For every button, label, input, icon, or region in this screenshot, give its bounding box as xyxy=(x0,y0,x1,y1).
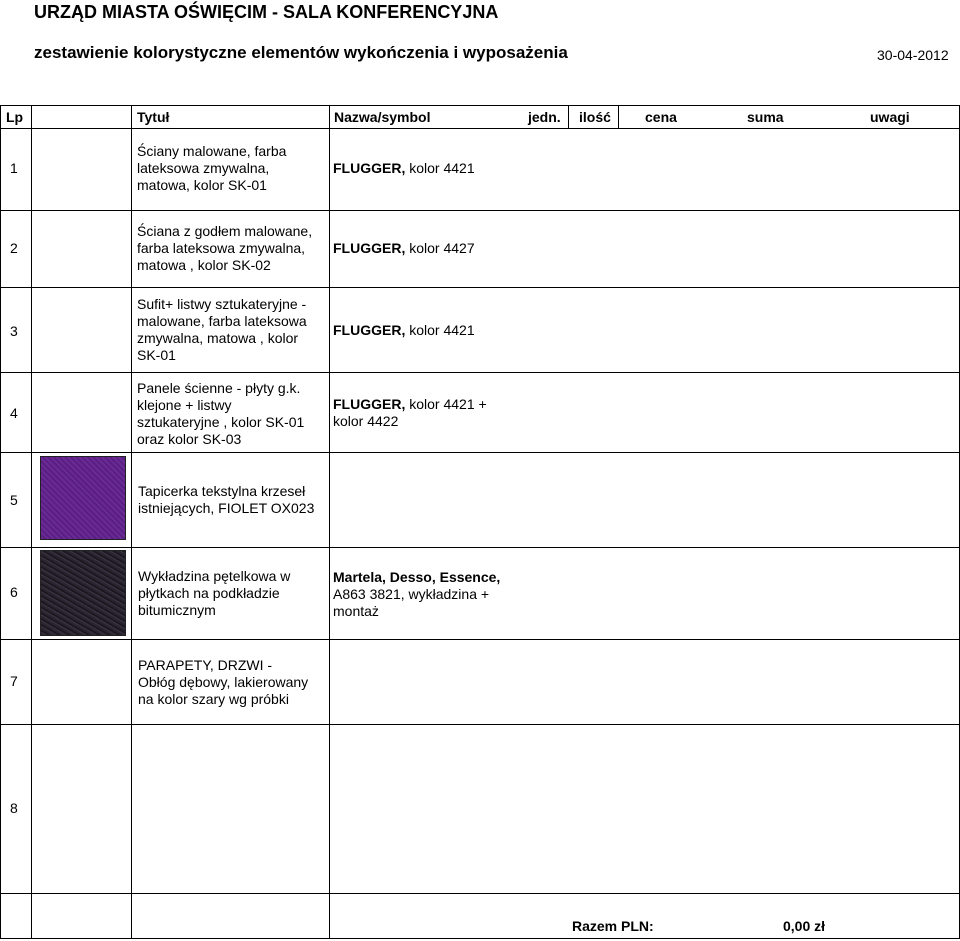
row-number: 4 xyxy=(10,405,18,421)
title-line: Obłóg dębowy, lakierowany xyxy=(138,674,309,690)
row-number: 2 xyxy=(10,240,18,256)
row-title xyxy=(137,223,312,274)
carpet-swatch-image xyxy=(40,550,126,636)
row-title xyxy=(138,483,314,517)
title-line: płytkach na podkładzie xyxy=(138,585,280,601)
row-divider xyxy=(0,452,960,453)
title-line: oraz kolor SK-03 xyxy=(137,431,242,447)
row-title xyxy=(137,296,307,364)
brand-name: Martela, Desso, Essence, xyxy=(333,569,501,585)
row-name-symbol xyxy=(333,322,475,339)
product-code: A863 3821, wykładzina + xyxy=(333,586,490,602)
row-divider xyxy=(0,724,960,725)
title-line: Sufit+ listwy sztukateryjne - xyxy=(137,296,307,312)
title-line: bitumicznym xyxy=(138,602,216,618)
title-line: SK-01 xyxy=(137,347,176,363)
row-number: 6 xyxy=(10,584,18,600)
title-line: farba lateksowa zmywalna, xyxy=(137,240,306,256)
brand-name: FLUGGER, xyxy=(333,396,406,412)
fabric-swatch-image xyxy=(40,456,126,540)
row-divider xyxy=(0,372,960,373)
column-header-uwagi: uwagi xyxy=(870,109,910,125)
row-number: 3 xyxy=(10,323,18,339)
row-divider xyxy=(0,287,960,288)
row-number: 7 xyxy=(10,673,18,689)
row-divider xyxy=(0,639,960,640)
table-top-border xyxy=(0,105,960,106)
brand-name: FLUGGER, xyxy=(333,160,406,176)
row-name-symbol xyxy=(333,396,487,430)
title-line: Panele ścienne - płyty g.k. xyxy=(137,380,301,396)
column-divider xyxy=(329,105,330,939)
row-name-symbol xyxy=(333,569,500,620)
title-line: Tapicerka tekstylna krzeseł xyxy=(138,483,306,499)
title-line: Wykładzina pętelkowa w xyxy=(138,568,291,584)
row-title xyxy=(138,568,290,619)
row-divider xyxy=(0,893,960,894)
color-code: kolor 4421 + xyxy=(405,396,487,412)
column-header-cena: cena xyxy=(645,109,677,125)
row-title xyxy=(137,143,286,194)
column-header-lp: Lp xyxy=(6,109,24,125)
title-line: Ściana z godłem malowane, xyxy=(137,223,313,239)
column-divider xyxy=(131,105,132,939)
column-header-jedn: jedn. xyxy=(528,109,561,125)
title-line: malowane, farba lateksowa xyxy=(137,313,307,329)
title-line: na kolor szary wg próbki xyxy=(138,691,289,707)
title-line: matowa, kolor SK-01 xyxy=(137,177,267,193)
row-divider xyxy=(0,547,960,548)
title-line: istniejących, FIOLET OX023 xyxy=(138,500,315,516)
column-divider xyxy=(618,105,619,129)
row-title xyxy=(138,657,308,708)
installation-note: montaż xyxy=(333,603,379,619)
column-header-ilosc: ilość xyxy=(579,109,611,125)
title-line: klejone + listwy xyxy=(137,397,232,413)
header-bottom-border xyxy=(0,128,960,129)
document-title: URZĄD MIASTA OŚWIĘCIM - SALA KONFERENCYJNA xyxy=(34,2,499,22)
brand-name: FLUGGER, xyxy=(333,240,406,256)
title-line: matowa , kolor SK-02 xyxy=(137,257,271,273)
title-line: Ściany malowane, farba xyxy=(137,143,287,159)
title-line: lateksowa zmywalna, xyxy=(137,160,270,176)
title-line: PARAPETY, DRZWI - xyxy=(138,657,273,673)
row-number: 1 xyxy=(10,160,18,176)
column-header-nazwa: Nazwa/symbol xyxy=(334,109,431,125)
row-number: 5 xyxy=(10,492,18,508)
table-left-border xyxy=(0,105,1,939)
total-label: Razem PLN: xyxy=(572,918,654,934)
column-header-suma: suma xyxy=(747,109,784,125)
column-divider xyxy=(31,105,32,939)
color-code: kolor 4427 xyxy=(405,240,475,256)
row-number: 8 xyxy=(10,800,18,816)
table-bottom-border xyxy=(0,938,960,939)
color-code: kolor 4421 xyxy=(405,160,475,176)
row-title xyxy=(137,380,304,448)
row-name-symbol xyxy=(333,160,475,177)
title-line: sztukateryjne , kolor SK-01 xyxy=(137,414,305,430)
brand-name: FLUGGER, xyxy=(333,322,406,338)
total-value: 0,00 zł xyxy=(783,918,826,934)
document-subtitle: zestawienie kolorystyczne elementów wykończenia i wyposażenia xyxy=(34,43,568,62)
column-divider xyxy=(568,105,569,129)
column-header-tytul: Tytuł xyxy=(137,109,170,125)
color-code-line2: kolor 4422 xyxy=(333,413,399,429)
row-divider xyxy=(0,210,960,211)
row-name-symbol xyxy=(333,240,475,257)
title-line: zmywalna, matowa , kolor xyxy=(137,330,299,346)
document-date: 30-04-2012 xyxy=(877,47,949,63)
color-code: kolor 4421 xyxy=(405,322,475,338)
